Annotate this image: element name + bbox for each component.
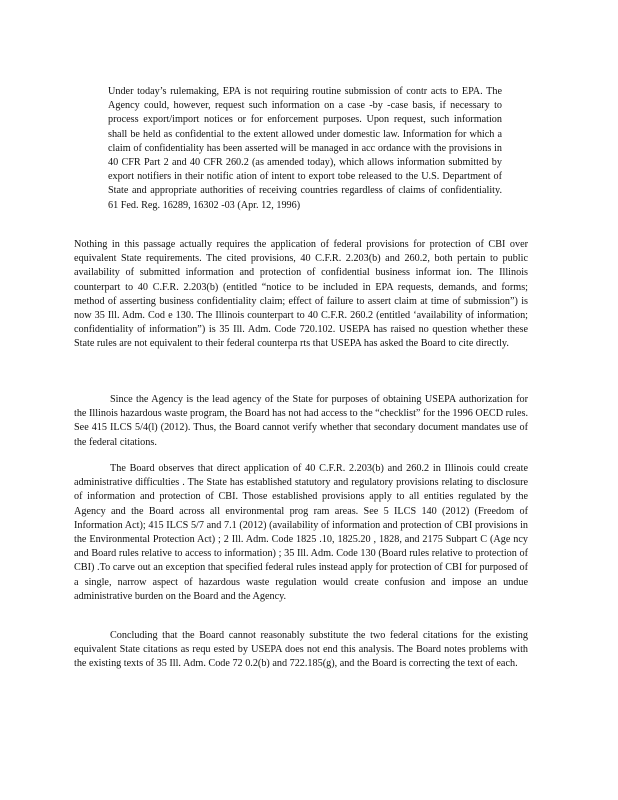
paragraph-conclusion: Concluding that the Board cannot reasonably substitute the two federal citations for the existing equivalent State citations as requ ested by USEPA does not end this analysis. The Board notes problems with the existing texts of 35 Ill. Adm. Code 72 0.2(b) and 722.185(g), and the Board is correcting the text of each. — [74, 630, 528, 670]
paragraph-administrative-difficulties: The Board observes that direct application of 40 C.F.R. 2.203(b) and 260.2 in Illinois could create administrative difficulties . The State has established statutory and regulatory provisions relating to disclosure of information and protection of CBI. Those established provisions apply to all entities regulated by the Agency and the Board across all environmental prog ram areas. See 5 ILCS 140 (2012) (Freedom of Information Act); 415 ILCS 5/7 and 7.1 (2012) (availability of information and protection of CBI provisions in the Environmental Protection Act) ; 2 Ill. Adm. Code 1825 .10, 1825.20 , 1828, and 2175 Subpart C (Age ncy and Board rules relative to access to information) ; 35 Ill. Adm. Code 130 (Board rules relative to protection of CBI) .To carve out an exception that specified federal rules instead apply for protection of CBI for purposed of a single, narrow aspect of hazardous waste regulation would create confusion and impose an undue administrative burden on the Board and the Agency. — [74, 463, 528, 602]
paragraph-agency-checklist: Since the Agency is the lead agency of the State for purposes of obtaining USEPA authorization for the Illinois hazardous waste program, the Board has not had access to the “checklist” for the 1996 OECD rules. See 415 ILCS 5/4(l) (2012). Thus, the Board cannot verify whether that secondary document mandates use of the federal citations. — [74, 394, 528, 448]
paragraph-analysis: Nothing in this passage actually requires the application of federal provisions for protection of CBI over equivalent State requirements. The cited provisions, 40 C.F.R. 2.203(b) and 260.2, both pertain to public availability of submitted information and protection of confidential business informat ion. The Illinois counterpart to 40 C.F.R. 2.203(b) (entitled “notice to be included in EPA requests, demands, and forms; method of asserting business confidentiality claim; effect of failure to assert claim at time of submission”) is now 35 Ill. Adm. Cod e 130. The Illinois counterpart to 40 C.F.R. 260.2 (entitled ‘availability of information; confidentiality of information”) is 35 Ill. Adm. Code 720.102. USEPA has raised no question whether these State rules are not equivalent to their federal counterpa rts that USEPA has asked the Board to cite directly. — [74, 239, 528, 350]
block-quote: Under today’s rulemaking, EPA is not requiring routine submission of contr acts to EPA. The Agency could, however, request such information on a case -by -case basis, if necessary to process export/import notices or for enforcement purposes. Upon request, such information shall be held as confidential to the extent allowed under domestic law. Information for which a claim of confidentiality has been asserted will be managed in acc ordance with the provisions in 40 CFR Part 2 and 40 CFR 260.2 (as amended today), which allows information submitted by export notifiers in their notific ation of intent to export tobe released to the U.S. Department of State and appropriate authorities of receiving countries regardless of claims of confidentiality. 61 Fed. Reg. 16289, 16302 -03 (Apr. 12, 1996) — [108, 86, 502, 211]
